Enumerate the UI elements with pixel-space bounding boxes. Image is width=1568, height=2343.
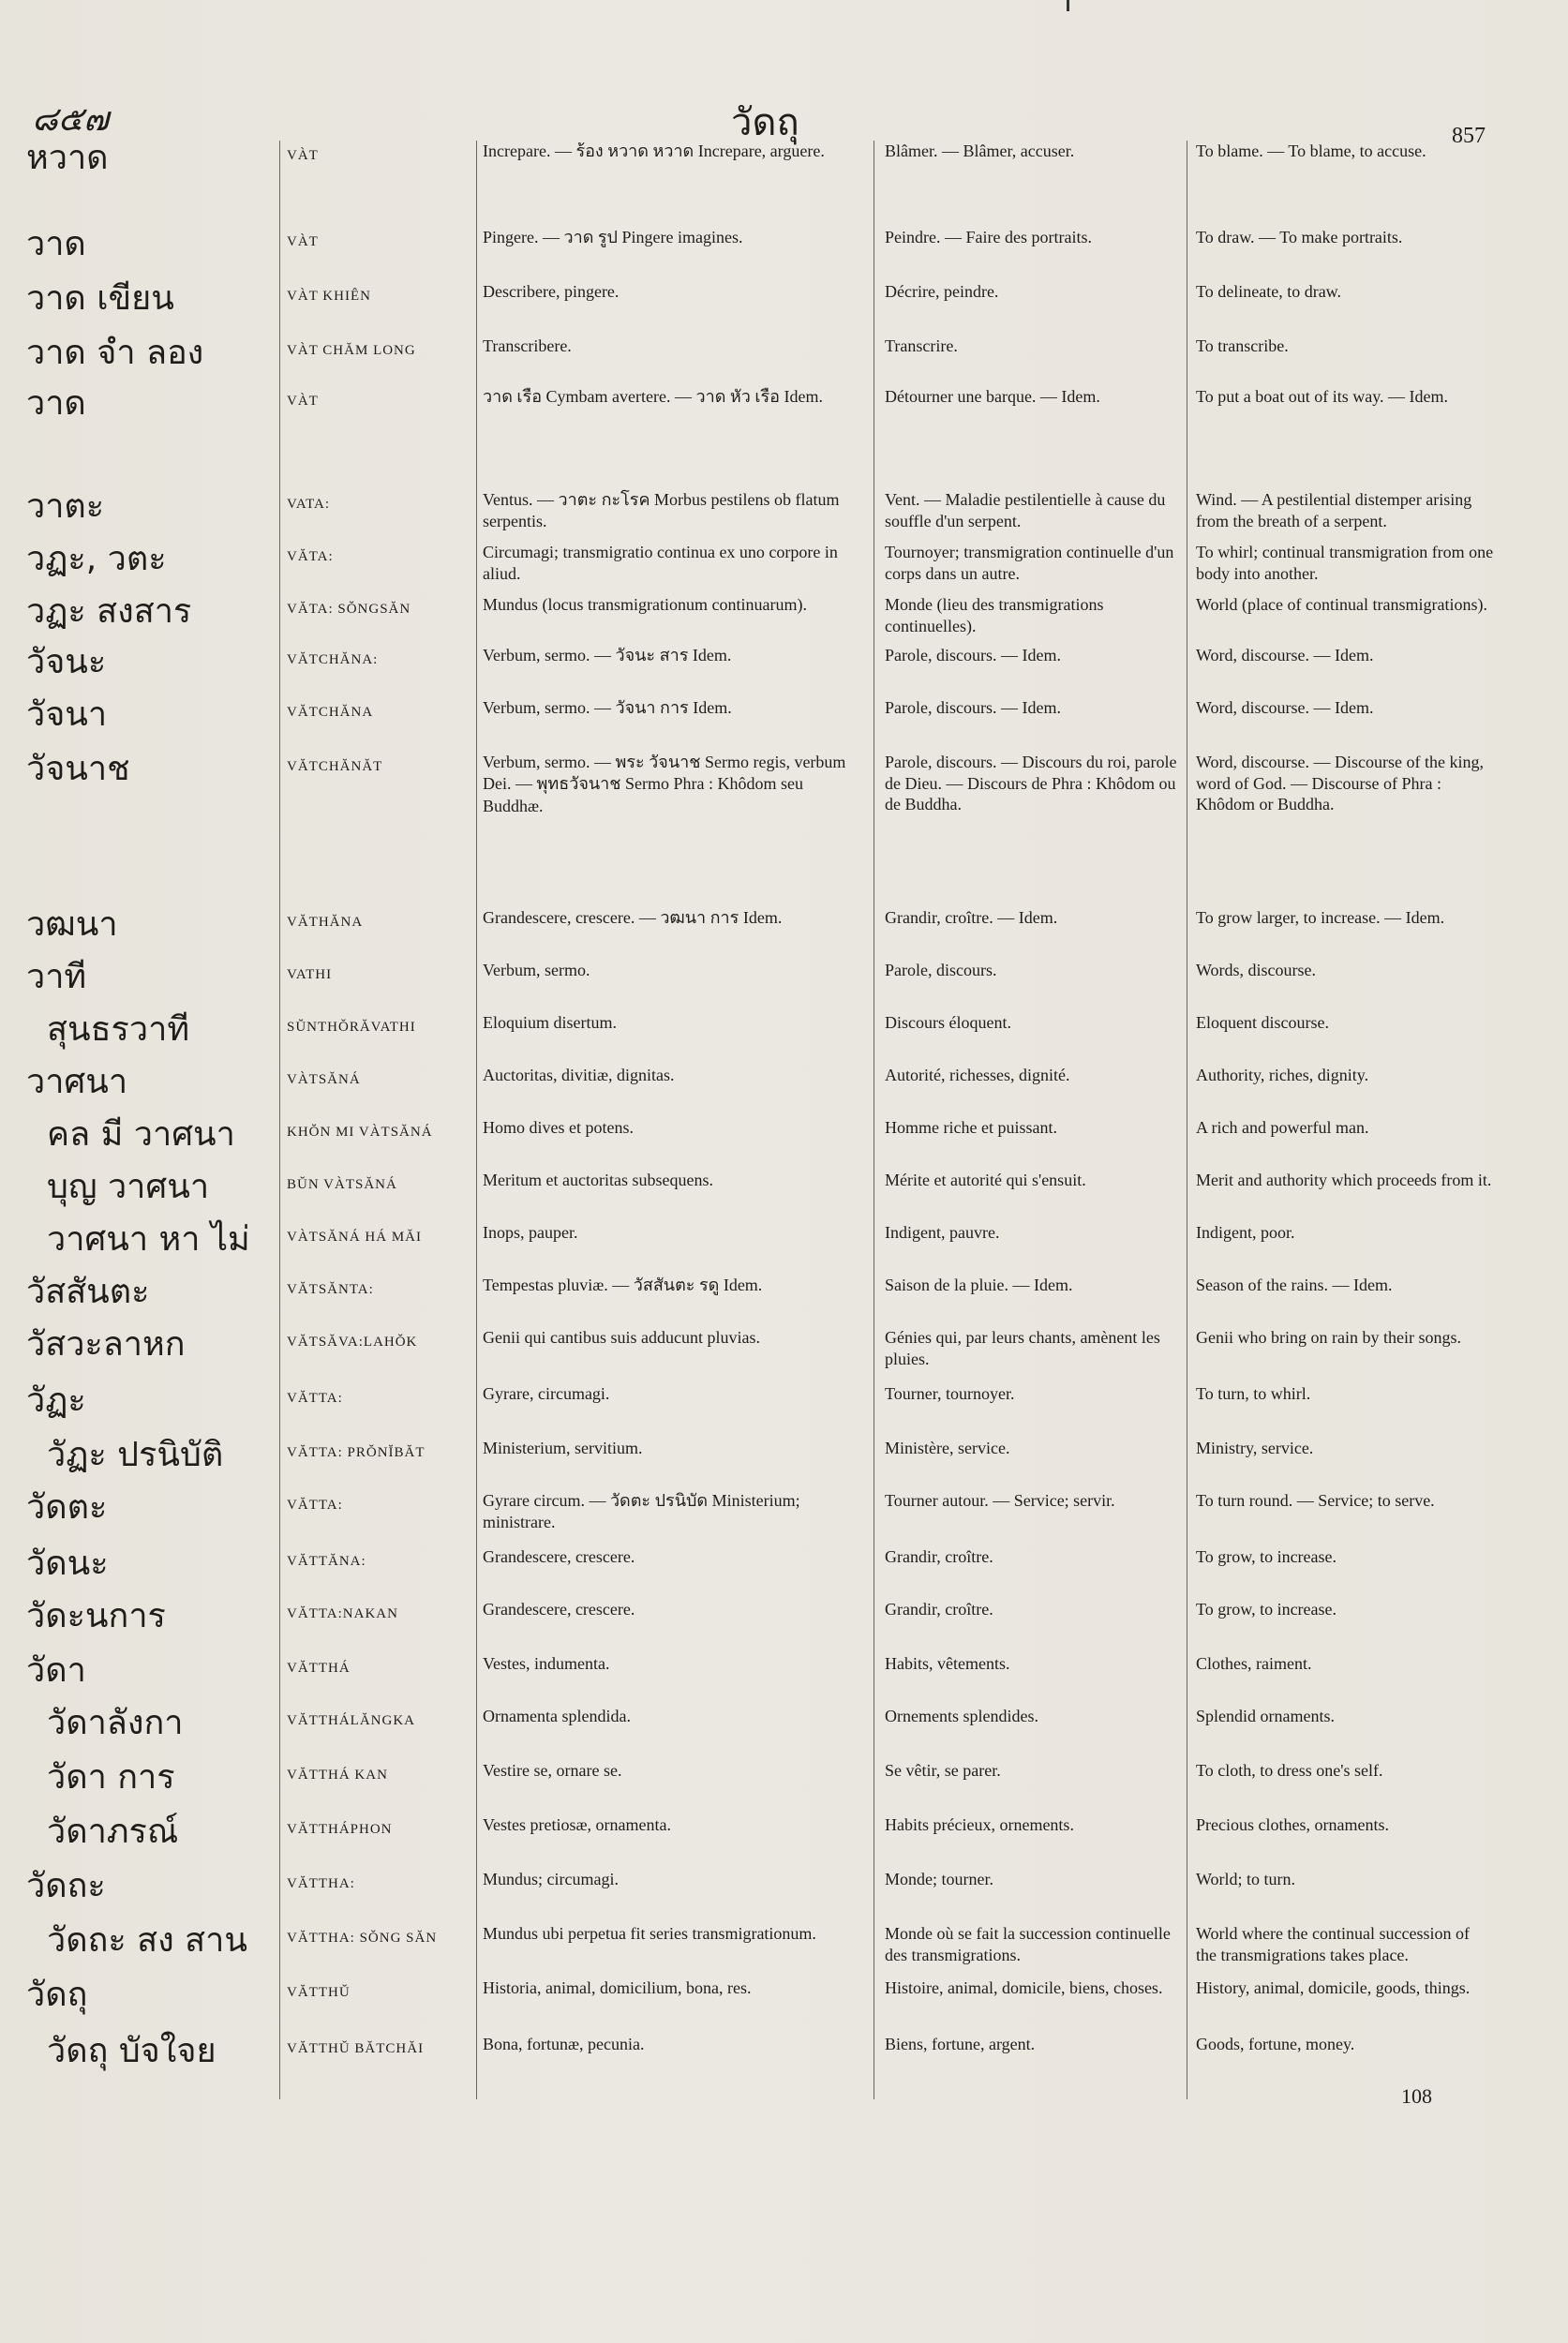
french-definition: Ornements splendides. (885, 1707, 1038, 1725)
latin-definition: Transcribere. (483, 336, 572, 355)
latin-definition: Verbum, sermo. — พระ วัจนาช Sermo regis, verbum Dei. — พุทธวัจนาช Sermo Phra : Khôdom seu Buddhæ. (483, 753, 846, 815)
french-definition: Génies qui, par leurs chants, amènent les pluies. (885, 1328, 1160, 1368)
latin-definition: Ornamenta splendida. (483, 1707, 631, 1725)
thai-headword: วัดนะ (26, 1545, 109, 1583)
thai-headword: วฏะ, วตะ (26, 540, 167, 578)
latin-definition: Describere, pingere. (483, 282, 620, 301)
romanization: VĂTTHÁ KAN (287, 1768, 388, 1783)
latin-definition: Vestes pretiosæ, ornamenta. (483, 1815, 671, 1834)
thai-headword: วัดา (26, 1651, 86, 1690)
latin-definition: Mundus ubi perpetua fit series transmigrationum. (483, 1924, 816, 1943)
romanization: VÀT (287, 234, 319, 249)
romanization: VĂTTĂNA: (287, 1554, 366, 1569)
french-definition: Vent. — Maladie pestilentielle à cause du souffle d'un serpent. (885, 490, 1166, 530)
latin-definition: Gyrare circum. — วัดตะ ปรนิบัด Ministerium; ministrare. (483, 1491, 800, 1532)
romanization: VĂTA: SŎNGSĂN (287, 602, 411, 617)
romanization: VÀT CHĂM LONG (287, 343, 416, 358)
romanization: VĂTTHŬ BĂTCHĂI (287, 2041, 425, 2056)
english-definition: To blame. — To blame, to accuse. (1196, 142, 1426, 160)
french-definition: Se vêtir, se parer. (885, 1761, 1001, 1780)
english-definition: Word, discourse. — Discourse of the king, word of God. — Discourse of Phra : Khôdom or Buddha. (1196, 753, 1484, 813)
romanization: VĂTTHÁLĂNGKA (287, 1713, 415, 1728)
latin-definition: Verbum, sermo. (483, 961, 590, 979)
french-definition: Transcrire. (885, 336, 958, 355)
english-definition: World; to turn. (1196, 1870, 1296, 1888)
latin-definition: Bona, fortunæ, pecunia. (483, 2035, 645, 2053)
romanization: VĂTTA: (287, 1391, 343, 1406)
latin-definition: Eloquium disertum. (483, 1013, 617, 1032)
romanization: VATA: (287, 497, 331, 512)
romanization: VĂTCHĂNA (287, 705, 374, 720)
thai-headword: วาศนา (26, 1063, 128, 1101)
running-head: วัดถุ (731, 101, 799, 144)
french-definition: Grandir, croître. (885, 1547, 993, 1566)
latin-definition: Historia, animal, domicilium, bona, res. (483, 1978, 752, 1997)
thai-headword: วัดถะ สง สาน (47, 1921, 247, 1960)
latin-definition: Grandescere, crescere. (483, 1600, 635, 1619)
latin-definition: Circumagi; transmigratio continua ex uno corpore in aliud. (483, 543, 838, 584)
romanization: VĂTTHŬ (287, 1985, 351, 2000)
romanization: VĂTTA: (287, 1498, 343, 1513)
thai-headword: วาด จำ ลอง (26, 334, 204, 372)
english-definition: Word, discourse. — Idem. (1196, 698, 1374, 717)
latin-definition: Grandescere, crescere. — วฒนา การ Idem. (483, 908, 783, 927)
english-definition: Season of the rains. — Idem. (1196, 1276, 1393, 1294)
romanization: VĂTSĂNTA: (287, 1282, 374, 1297)
thai-headword: บุญ วาศนา (47, 1168, 210, 1206)
thai-headword: วฒนา (26, 905, 118, 944)
french-definition: Saison de la pluie. — Idem. (885, 1276, 1073, 1294)
french-definition: Grandir, croître. (885, 1600, 993, 1619)
romanization: VĂTCHĂNĂT (287, 759, 383, 774)
french-definition: Discours éloquent. (885, 1013, 1011, 1032)
english-definition: To transcribe. (1196, 336, 1289, 355)
romanization: BŬN VÀTSĂNÁ (287, 1177, 397, 1192)
french-definition: Parole, discours. — Idem. (885, 698, 1061, 717)
thai-headword: วาด (26, 384, 86, 423)
french-definition: Parole, discours. — Discours du roi, parole de Dieu. — Discours de Phra : Khôdom ou de Buddha. (885, 753, 1177, 813)
thai-headword: วาที (26, 958, 87, 996)
french-definition: Mérite et autorité qui s'ensuit. (885, 1171, 1086, 1189)
french-definition: Histoire, animal, domicile, biens, choses. (885, 1978, 1163, 1997)
thai-headword: วาด (26, 225, 86, 263)
english-definition: Goods, fortune, money. (1196, 2035, 1355, 2053)
french-definition: Peindre. — Faire des portraits. (885, 228, 1092, 246)
romanization: VĂTTHÁ (287, 1661, 351, 1676)
thai-headword: วฏะ สงสาร (26, 592, 192, 631)
romanization: SŬNTHŎRĂVATHI (287, 1020, 416, 1035)
english-definition: Merit and authority which proceeds from it. (1196, 1171, 1492, 1189)
thai-folio-number: ๘๕๗ (32, 100, 110, 139)
english-definition: History, animal, domicile, goods, things. (1196, 1978, 1471, 1997)
romanization: VĂTA: (287, 549, 334, 564)
latin-definition: Gyrare, circumagi. (483, 1384, 610, 1403)
latin-definition: Mundus; circumagi. (483, 1870, 619, 1888)
latin-definition: Mundus (locus transmigrationum continuarum). (483, 595, 807, 614)
latin-definition: วาด เรือ Cymbam avertere. — วาด หัว เรือ Idem. (483, 387, 823, 406)
english-definition: Splendid ornaments. (1196, 1707, 1335, 1725)
thai-headword: วัดาภรณ์ (47, 1813, 179, 1851)
thai-headword: วัดถะ (26, 1867, 106, 1905)
latin-definition: Ventus. — วาตะ กะโรค Morbus pestilens ob flatum serpentis. (483, 490, 840, 531)
latin-definition: Meritum et auctoritas subsequens. (483, 1171, 713, 1189)
english-definition: World (place of continual transmigrations). (1196, 595, 1487, 614)
french-definition: Indigent, pauvre. (885, 1223, 1000, 1242)
thai-headword: วัดาลังกา (47, 1704, 184, 1742)
ink-mark (1067, 0, 1069, 11)
french-definition: Tournoyer; transmigration continuelle d'un corps dans un autre. (885, 543, 1174, 583)
romanization: VĂTTHA: SŎNG SĂN (287, 1931, 438, 1946)
romanization: VĂTTA: PRŎNĬBĂT (287, 1445, 426, 1460)
latin-definition: Vestire se, ornare se. (483, 1761, 622, 1780)
french-definition: Habits, vêtements. (885, 1654, 1010, 1673)
romanization: VATHI (287, 967, 333, 982)
romanization: VÀT (287, 394, 319, 409)
french-definition: Autorité, richesses, dignité. (885, 1066, 1070, 1084)
romanization: VĂTHĂNA (287, 915, 364, 930)
romanization: VÀTSĂNÁ (287, 1072, 361, 1087)
thai-headword: คล มี วาศนา (47, 1115, 235, 1154)
thai-headword: วัสสันตะ (26, 1273, 150, 1311)
french-definition: Parole, discours. (885, 961, 997, 979)
french-definition: Monde (lieu des transmigrations continuelles). (885, 595, 1104, 635)
french-definition: Habits précieux, ornements. (885, 1815, 1074, 1834)
romanization: VĂTTHÁPHON (287, 1822, 393, 1837)
romanization: VÀT (287, 148, 319, 163)
romanization: VĂTTA:NAKAN (287, 1606, 398, 1621)
romanization: KHŎN MI VÀTSĂNÁ (287, 1125, 433, 1140)
french-definition: Monde; tourner. (885, 1870, 993, 1888)
french-definition: Grandir, croître. — Idem. (885, 908, 1058, 927)
thai-headword: วัฏะ (26, 1381, 86, 1420)
english-definition: Genii who bring on rain by their songs. (1196, 1328, 1461, 1347)
column-rule (476, 141, 477, 2099)
thai-headword: วัดถุ บัจใจย (47, 2032, 217, 2070)
thai-headword: สุนธรวาที (47, 1010, 190, 1049)
thai-headword: วัดถุ (26, 1976, 88, 2014)
latin-definition: Verbum, sermo. — วัจนะ สาร Idem. (483, 646, 732, 664)
english-definition: A rich and powerful man. (1196, 1118, 1369, 1137)
latin-definition: Ministerium, servitium. (483, 1439, 643, 1457)
thai-headword: วัจนาช (26, 750, 130, 788)
romanization: VĂTTHA: (287, 1876, 355, 1891)
english-definition: Indigent, poor. (1196, 1223, 1295, 1242)
english-definition: To grow, to increase. (1196, 1600, 1337, 1619)
latin-definition: Tempestas pluviæ. — วัสสันตะ รดู Idem. (483, 1276, 763, 1294)
thai-headword: วัฏะ ปรนิบัติ (47, 1436, 224, 1474)
english-definition: To put a boat out of its way. — Idem. (1196, 387, 1449, 406)
thai-headword: วาด เขียน (26, 279, 174, 318)
english-definition: Eloquent discourse. (1196, 1013, 1329, 1032)
latin-definition: Vestes, indumenta. (483, 1654, 610, 1673)
french-definition: Blâmer. — Blâmer, accuser. (885, 142, 1075, 160)
latin-definition: Inops, pauper. (483, 1223, 578, 1242)
english-definition: Wind. — A pestilential distemper arising from the breath of a serpent. (1196, 490, 1472, 530)
english-definition: To turn round. — Service; to serve. (1196, 1491, 1435, 1510)
english-definition: World where the continual succession of the transmigrations takes place. (1196, 1924, 1470, 1964)
romanization: VĂTSĂVA:LAHŎK (287, 1335, 418, 1350)
french-definition: Monde où se fait la succession continuelle des transmigrations. (885, 1924, 1171, 1964)
english-definition: To grow, to increase. (1196, 1547, 1337, 1566)
english-definition: To draw. — To make portraits. (1196, 228, 1403, 246)
french-definition: Homme riche et puissant. (885, 1118, 1057, 1137)
thai-headword: วัจนะ (26, 643, 107, 681)
english-definition: To whirl; continual transmigration from one body into another. (1196, 543, 1494, 583)
french-definition: Détourner une barque. — Idem. (885, 387, 1100, 406)
latin-definition: Verbum, sermo. — วัจนา การ Idem. (483, 698, 732, 717)
english-definition: Authority, riches, dignity. (1196, 1066, 1369, 1084)
latin-definition: Homo dives et potens. (483, 1118, 634, 1137)
thai-headword: วัดะนการ (26, 1597, 166, 1635)
english-definition: To grow larger, to increase. — Idem. (1196, 908, 1445, 927)
romanization: VÀT KHIÊN (287, 289, 371, 304)
french-definition: Tourner, tournoyer. (885, 1384, 1015, 1403)
romanization: VÀTSĂNÁ HÁ MĂI (287, 1230, 422, 1245)
english-definition: Ministry, service. (1196, 1439, 1314, 1457)
english-definition: Words, discourse. (1196, 961, 1317, 979)
english-definition: Precious clothes, ornaments. (1196, 1815, 1389, 1834)
english-definition: To cloth, to dress one's self. (1196, 1761, 1383, 1780)
thai-headword: หวาด (26, 139, 109, 177)
thai-headword: วัจนา (26, 695, 108, 734)
thai-headword: วัดตะ (26, 1488, 108, 1527)
english-definition: Clothes, raiment. (1196, 1654, 1312, 1673)
thai-headword: วัดา การ (47, 1758, 175, 1797)
french-definition: Tourner autour. — Service; servir. (885, 1491, 1115, 1510)
english-definition: Word, discourse. — Idem. (1196, 646, 1374, 664)
page-number: 857 (1452, 124, 1486, 148)
latin-definition: Pingere. — วาด รูป Pingere imagines. (483, 228, 743, 246)
french-definition: Parole, discours. — Idem. (885, 646, 1061, 664)
french-definition: Ministère, service. (885, 1439, 1010, 1457)
thai-headword: วัสวะลาหก (26, 1325, 186, 1364)
english-definition: To turn, to whirl. (1196, 1384, 1311, 1403)
thai-headword: วาตะ (26, 487, 105, 526)
latin-definition: Increpare. — ร้อง หวาด หวาด Increpare, arguere. (483, 142, 825, 160)
french-definition: Biens, fortune, argent. (885, 2035, 1036, 2053)
english-definition: To delineate, to draw. (1196, 282, 1342, 301)
latin-definition: Genii qui cantibus suis adducunt pluvias. (483, 1328, 760, 1347)
french-definition: Décrire, peindre. (885, 282, 999, 301)
signature-number: 108 (1401, 2084, 1432, 2108)
latin-definition: Auctoritas, divitiæ, dignitas. (483, 1066, 675, 1084)
romanization: VĂTCHĂNA: (287, 652, 379, 667)
latin-definition: Grandescere, crescere. (483, 1547, 635, 1566)
thai-headword: วาศนา หา ไม่ (47, 1220, 250, 1259)
